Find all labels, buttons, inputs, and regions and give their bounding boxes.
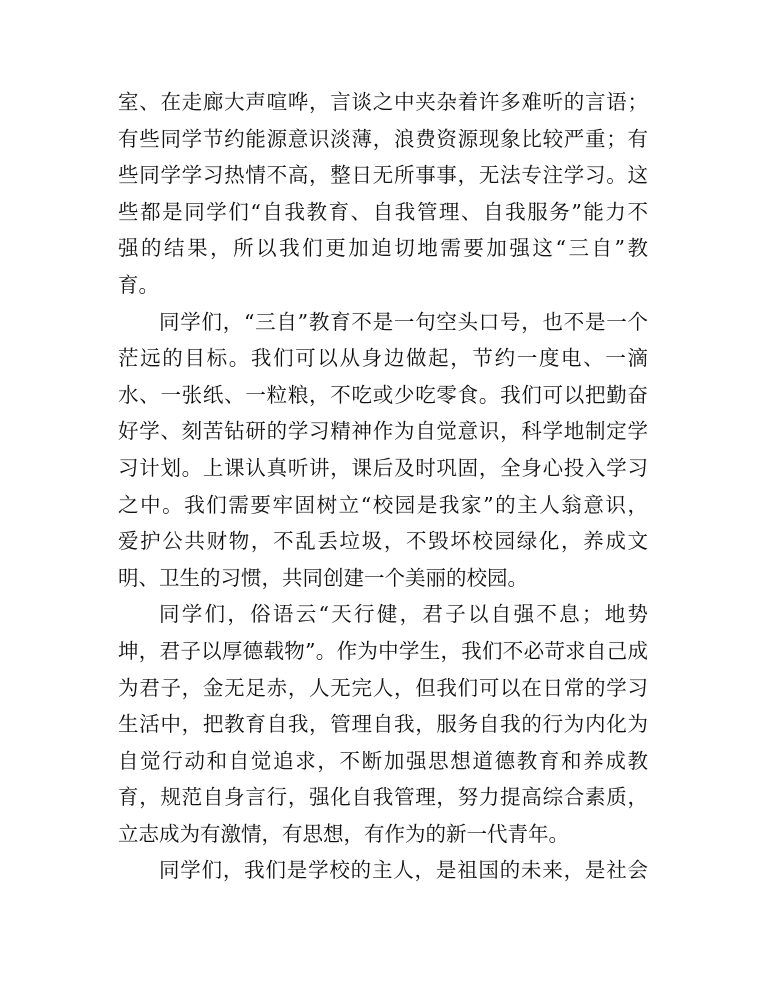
document-body — [118, 84, 648, 889]
text-line: 爱护公共财物，不乱丢垃圾，不毁坏校园绿化，养成文 — [118, 529, 648, 554]
text-line: 茫远的目标。我们可以从身边做起，节约一度电、一滴 — [118, 346, 648, 371]
text-line: 育。 — [118, 272, 159, 297]
text-line: 坤，君子以厚德载物”。作为中学生，我们不必苛求自己成 — [118, 638, 648, 663]
text-line: 育，规范自身言行，强化自我管理，努力提高综合素质， — [118, 785, 648, 810]
paragraph-first-line: 同学们，俗语云“天行健，君子以自强不息；地势 — [159, 602, 648, 627]
text-line: 好学、刻苦钻研的学习精神作为自觉意识，科学地制定学 — [118, 419, 648, 444]
text-line: 立志成为有激情，有思想，有作为的新一代青年。 — [118, 821, 569, 846]
text-line: 有些同学节约能源意识淡薄，浪费资源现象比较严重；有 — [118, 126, 648, 151]
text-line: 强的结果，所以我们更加迫切地需要加强这“三自”教 — [118, 236, 648, 261]
text-line: 之中。我们需要牢固树立“校园是我家”的主人翁意识， — [118, 492, 648, 517]
text-line: 自觉行动和自觉追求，不断加强思想道德教育和养成教 — [118, 748, 648, 773]
paragraph-first-line: 同学们，“三自”教育不是一句空头口号，也不是一个 — [159, 309, 648, 334]
text-line: 水、一张纸、一粒粮，不吃或少吃零食。我们可以把勤奋 — [118, 382, 648, 407]
text-line: 为君子，金无足赤，人无完人，但我们可以在日常的学习 — [118, 675, 648, 700]
paragraph-first-line: 同学们，我们是学校的主人，是祖国的未来，是社会 — [159, 858, 648, 883]
text-line: 生活中，把教育自我，管理自我，服务自我的行为内化为 — [118, 712, 648, 737]
text-line: 习计划。上课认真听讲，课后及时巩固，全身心投入学习 — [118, 455, 648, 480]
text-line: 些都是同学们“自我教育、自我管理、自我服务”能力不 — [118, 199, 648, 224]
text-line: 室、在走廊大声喧哗，言谈之中夹杂着许多难听的言语； — [118, 90, 648, 114]
text-line: 明、卫生的习惯，共同创建一个美丽的校园。 — [118, 565, 528, 590]
text-line: 些同学学习热情不高，整日无所事事，无法专注学习。这 — [118, 163, 648, 188]
